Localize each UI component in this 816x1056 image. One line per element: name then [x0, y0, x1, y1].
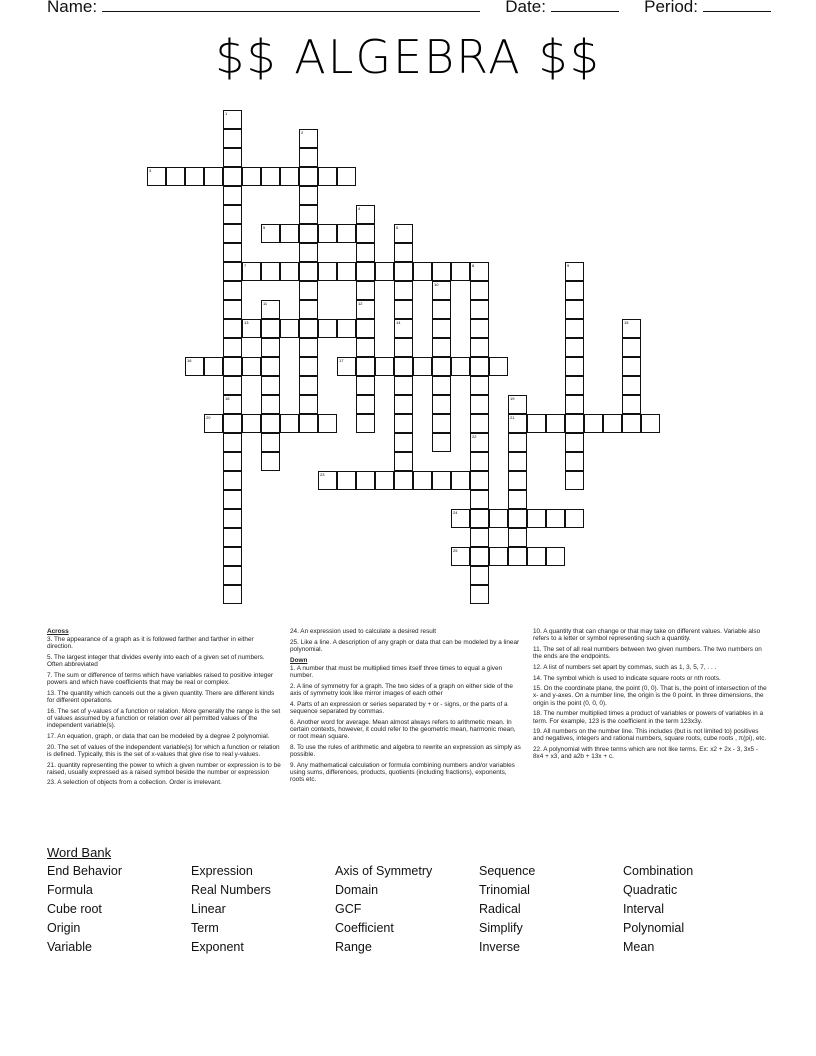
crossword-cell[interactable]	[470, 433, 489, 452]
down-heading: Down	[290, 656, 308, 664]
clue-down-11: 11. The set of all real numbers between two given numbers. The two numbers on the ends are the endpoints.	[533, 645, 762, 661]
clue-across-7: 7. The sum or difference of terms which have variables raised to positive integer powers and which have coefficients that may be real or complex.	[47, 672, 274, 687]
crossword-cell[interactable]	[299, 205, 318, 224]
word-bank-item: Real Numbers	[191, 883, 271, 897]
clue-across-25: 25. Like a line. A description of any graph or data that can be modeled by a linear polynomial.	[290, 638, 520, 653]
crossword-cell[interactable]	[223, 319, 242, 338]
crossword-cell[interactable]	[299, 414, 318, 433]
clue-number: 23	[320, 472, 325, 477]
crossword-cell[interactable]	[565, 357, 584, 376]
crossword-cell[interactable]	[432, 300, 451, 319]
crossword-cell[interactable]	[147, 167, 166, 186]
crossword-cell[interactable]	[527, 547, 546, 566]
crossword-cell[interactable]	[432, 376, 451, 395]
crossword-cell[interactable]	[432, 357, 451, 376]
crossword-cell[interactable]	[451, 357, 470, 376]
crossword-cell[interactable]	[565, 471, 584, 490]
crossword-cell[interactable]	[166, 167, 185, 186]
crossword-cell[interactable]	[356, 281, 375, 300]
crossword-cell[interactable]	[204, 414, 223, 433]
crossword-cell[interactable]	[261, 395, 280, 414]
clues-column-1	[47, 628, 281, 790]
word-bank-item: Term	[191, 921, 219, 935]
word-bank-item: Variable	[47, 940, 92, 954]
crossword-cell[interactable]	[185, 357, 204, 376]
crossword-cell[interactable]	[508, 528, 527, 547]
crossword-cell[interactable]	[432, 281, 451, 300]
clue-across-5: 5. The largest integer that divides evenly into each of a given set of numbers. Often abbreviated	[47, 654, 265, 669]
clue-down-10: 10. A quantity that can change or that may take on different values. Variable also refers to a letter or symbol representing such a quantity.	[533, 628, 761, 643]
crossword-cell[interactable]	[242, 262, 261, 281]
crossword-cell[interactable]	[394, 281, 413, 300]
crossword-cell[interactable]	[546, 414, 565, 433]
crossword-cell[interactable]	[470, 376, 489, 395]
clue-across-21: 21. quantity representing the power to which a given number or expression is to be raised, usually expressed as a raised symbol beside the number or expression	[47, 761, 281, 776]
clue-down-15: 15. On the coordinate plane, the point (0, 0). That is, the point of intersection of the x- and y-axes. On a number line, the origin is the 0 point. In three dimensions, the origin is the point (0, 0, 0).	[533, 685, 767, 707]
crossword-cell[interactable]	[394, 433, 413, 452]
crossword-cell[interactable]	[375, 262, 394, 281]
crossword-cell[interactable]	[299, 281, 318, 300]
crossword-cell[interactable]	[223, 300, 242, 319]
crossword-cell[interactable]	[223, 414, 242, 433]
crossword-cell[interactable]	[356, 300, 375, 319]
crossword-cell[interactable]	[356, 205, 375, 224]
crossword-cell[interactable]	[318, 471, 337, 490]
clue-number: 9	[567, 263, 570, 268]
crossword-cell[interactable]	[508, 490, 527, 509]
clue-down-18: 18. The number multiplied times a product of variables or powers of variables in a term. For example, 123 is the coefficient in the term 123x3y.	[533, 710, 764, 725]
word-bank-item: Quadratic	[623, 883, 678, 897]
crossword-cell[interactable]	[394, 262, 413, 281]
crossword-cell[interactable]	[489, 357, 508, 376]
crossword-cell[interactable]	[223, 167, 242, 186]
crossword-cell[interactable]	[508, 509, 527, 528]
crossword-cell[interactable]	[223, 547, 242, 566]
word-bank	[47, 864, 767, 957]
clue-number: 15	[624, 320, 629, 325]
crossword-cell[interactable]	[261, 376, 280, 395]
clue-across-24: 24. An expression used to calculate a desired result	[290, 628, 437, 635]
crossword-cell[interactable]	[280, 319, 299, 338]
crossword-cell[interactable]	[470, 490, 489, 509]
crossword-cell[interactable]	[337, 319, 356, 338]
clue-number: 25	[453, 548, 458, 553]
clue-number: 7	[244, 263, 247, 268]
clue-down-4: 4. Parts of an expression or series separated by + or - signs, or the parts of a sequence separated by commas.	[290, 700, 508, 715]
crossword-cell[interactable]	[261, 167, 280, 186]
crossword-cell[interactable]	[565, 338, 584, 357]
word-bank-item: Axis of Symmetry	[335, 864, 433, 878]
crossword-cell[interactable]	[299, 338, 318, 357]
crossword-cell[interactable]	[394, 471, 413, 490]
crossword-cell[interactable]	[622, 338, 641, 357]
crossword-cell[interactable]	[223, 585, 242, 604]
clue-number: 3	[149, 168, 152, 173]
crossword-cell[interactable]	[451, 262, 470, 281]
crossword-cell[interactable]	[470, 566, 489, 585]
crossword-cell[interactable]	[223, 129, 242, 148]
crossword-cell[interactable]	[185, 167, 204, 186]
clue-number: 11	[263, 301, 268, 306]
clue-across-17: 17. An equation, graph, or data that can be modeled by a degree 2 polynomial.	[47, 732, 270, 740]
crossword-cell[interactable]	[223, 452, 242, 471]
crossword-cell[interactable]	[508, 547, 527, 566]
crossword-cell[interactable]	[451, 509, 470, 528]
clue-number: 22	[472, 434, 477, 439]
crossword-cell[interactable]	[223, 528, 242, 547]
clue-across-13: 13. The quantity which cancels out the a given quantity. There are different kinds for different operations.	[47, 689, 275, 705]
crossword-cell[interactable]	[337, 262, 356, 281]
crossword-cell[interactable]	[356, 395, 375, 414]
word-bank-item: Inverse	[479, 940, 520, 954]
crossword-cell[interactable]	[394, 452, 413, 471]
crossword-cell[interactable]	[223, 357, 242, 376]
crossword-cell[interactable]	[622, 395, 641, 414]
crossword-cell[interactable]	[223, 433, 242, 452]
crossword-cell[interactable]	[280, 167, 299, 186]
clue-number: 19	[510, 396, 515, 401]
word-bank-item: Cube root	[47, 902, 102, 916]
crossword-cell[interactable]	[223, 205, 242, 224]
crossword-cell[interactable]	[299, 262, 318, 281]
crossword-cell[interactable]	[356, 376, 375, 395]
crossword-cell[interactable]	[394, 395, 413, 414]
crossword-cell[interactable]	[299, 300, 318, 319]
crossword-cell[interactable]	[546, 547, 565, 566]
word-bank-item: Range	[335, 940, 372, 954]
word-bank-item: Linear	[191, 902, 226, 916]
crossword-cell[interactable]	[432, 262, 451, 281]
crossword-cell[interactable]	[432, 433, 451, 452]
word-bank-item: Polynomial	[623, 921, 685, 935]
crossword-cell[interactable]	[432, 414, 451, 433]
crossword-cell[interactable]	[318, 262, 337, 281]
crossword-cell[interactable]	[223, 281, 242, 300]
crossword-cell[interactable]	[299, 129, 318, 148]
crossword-cell[interactable]	[394, 319, 413, 338]
crossword-cell[interactable]	[565, 300, 584, 319]
clue-number: 6	[396, 225, 399, 230]
crossword-cell[interactable]	[337, 471, 356, 490]
clue-down-8: 8. To use the rules of arithmetic and algebra to rewrite an expression as simply as possible.	[290, 743, 521, 758]
crossword-cell[interactable]	[451, 547, 470, 566]
word-bank-item: Coefficient	[335, 921, 394, 935]
crossword-cell[interactable]	[280, 414, 299, 433]
crossword-cell[interactable]	[223, 148, 242, 167]
crossword-cell[interactable]	[318, 224, 337, 243]
crossword-cell[interactable]	[394, 224, 413, 243]
crossword-cell[interactable]	[299, 357, 318, 376]
crossword-cell[interactable]	[204, 357, 223, 376]
crossword-cell[interactable]	[280, 262, 299, 281]
word-bank-item: Exponent	[191, 940, 244, 954]
crossword-cell[interactable]	[584, 414, 603, 433]
crossword-cell[interactable]	[356, 471, 375, 490]
crossword-cell[interactable]	[356, 414, 375, 433]
crossword-cell[interactable]	[261, 300, 280, 319]
clue-number: 13	[244, 320, 249, 325]
crossword-cell[interactable]	[375, 357, 394, 376]
crossword-cell[interactable]	[261, 433, 280, 452]
crossword-cell[interactable]	[242, 319, 261, 338]
crossword-cell[interactable]	[356, 319, 375, 338]
crossword-cell[interactable]	[451, 471, 470, 490]
crossword-cell[interactable]	[622, 414, 641, 433]
crossword-cell[interactable]	[337, 167, 356, 186]
clue-across-20: 20. The set of values of the independent variable(s) for which a function or relation is defined. Typically, this is the set of x-values that give rise to real y-values.	[47, 743, 280, 758]
clue-down-22: 22. A polynomial with three terms which are not like terms. Ex: x2 + 2x - 3, 3x5 - 8x4 + x3, and a2b + 13x + c.	[533, 746, 759, 761]
crossword-cell[interactable]	[470, 528, 489, 547]
crossword-cell[interactable]	[280, 224, 299, 243]
clue-number: 14	[396, 320, 401, 325]
crossword-cell[interactable]	[261, 452, 280, 471]
crossword-cell[interactable]	[223, 338, 242, 357]
crossword-cell[interactable]	[261, 319, 280, 338]
crossword-cell[interactable]	[508, 471, 527, 490]
clue-number: 5	[263, 225, 266, 230]
clue-number: 10	[434, 282, 439, 287]
crossword-cell[interactable]	[470, 547, 489, 566]
word-bank-item: Combination	[623, 864, 694, 878]
clue-number: 18	[225, 396, 230, 401]
crossword-cell[interactable]	[603, 414, 622, 433]
crossword-cell[interactable]	[470, 300, 489, 319]
crossword-cell[interactable]	[432, 471, 451, 490]
crossword-cell[interactable]	[394, 338, 413, 357]
word-bank-item: Expression	[191, 864, 253, 878]
clue-down-14: 14. The symbol which is used to indicate square roots or nth roots.	[533, 674, 721, 682]
crossword-cell[interactable]	[223, 186, 242, 205]
crossword-cell[interactable]	[204, 167, 223, 186]
crossword-cell[interactable]	[565, 262, 584, 281]
crossword-cell[interactable]	[565, 281, 584, 300]
crossword-cell[interactable]	[223, 509, 242, 528]
crossword-cell[interactable]	[394, 243, 413, 262]
word-bank-item: Trinomial	[479, 883, 530, 897]
crossword-cell[interactable]	[356, 224, 375, 243]
crossword-cell[interactable]	[223, 566, 242, 585]
crossword-cell[interactable]	[470, 395, 489, 414]
crossword-cell[interactable]	[508, 395, 527, 414]
crossword-cell[interactable]	[223, 110, 242, 129]
crossword-cell[interactable]	[489, 547, 508, 566]
crossword-cell[interactable]	[470, 281, 489, 300]
clue-down-2: 2. A line of symmetry for a graph. The two sides of a graph on either side of the axis of symmetry look like mirror images of each other	[290, 682, 513, 697]
crossword-cell[interactable]	[299, 376, 318, 395]
clue-number: 4	[358, 206, 361, 211]
clue-number: 24	[453, 510, 458, 515]
crossword-cell[interactable]	[223, 490, 242, 509]
crossword-cell[interactable]	[527, 509, 546, 528]
word-bank-item: Domain	[335, 883, 379, 897]
word-bank-title: Word Bank	[47, 845, 112, 860]
date-label: Date:	[505, 0, 546, 16]
crossword-cell[interactable]	[432, 319, 451, 338]
crossword-cell[interactable]	[223, 262, 242, 281]
crossword-cell[interactable]	[489, 509, 508, 528]
crossword-cell[interactable]	[299, 319, 318, 338]
page-title: $$ ALGEBRA $$	[215, 30, 601, 84]
clue-down-1: 1. A number that must be multiplied times itself three times to equal a given number.	[290, 664, 503, 680]
word-bank-item: Radical	[479, 902, 521, 916]
across-heading: Across	[47, 628, 69, 635]
crossword-cell[interactable]	[299, 186, 318, 205]
crossword-cell[interactable]	[508, 452, 527, 471]
clue-down-12: 12. A list of numbers set apart by commas, such as 1, 3, 5, 7, . . .	[533, 663, 717, 671]
crossword-cell[interactable]	[318, 414, 337, 433]
crossword-cell[interactable]	[432, 395, 451, 414]
crossword-cell[interactable]	[470, 471, 489, 490]
crossword-cell[interactable]	[413, 357, 432, 376]
crossword-cell[interactable]	[470, 319, 489, 338]
crossword-cell[interactable]	[261, 414, 280, 433]
crossword-cell[interactable]	[470, 262, 489, 281]
clue-number: 16	[187, 358, 192, 363]
crossword-cell[interactable]	[394, 376, 413, 395]
clue-number: 12	[358, 301, 363, 306]
crossword-cell[interactable]	[565, 319, 584, 338]
crossword-cell[interactable]	[470, 357, 489, 376]
crossword-cell[interactable]	[546, 509, 565, 528]
crossword-cell[interactable]	[337, 224, 356, 243]
crossword-cell[interactable]	[299, 167, 318, 186]
period-label: Period:	[644, 0, 698, 16]
clue-across-23: 23. A selection of objects from a collection. Order is irrelevant.	[47, 779, 222, 787]
crossword-cell[interactable]	[622, 376, 641, 395]
crossword-cell[interactable]	[470, 509, 489, 528]
crossword-cell[interactable]	[299, 224, 318, 243]
crossword-cell[interactable]	[470, 452, 489, 471]
crossword-cell[interactable]	[470, 414, 489, 433]
crossword-cell[interactable]	[470, 338, 489, 357]
clue-number: 17	[339, 358, 344, 363]
crossword-cell[interactable]	[641, 414, 660, 433]
crossword-cell[interactable]	[242, 357, 261, 376]
word-bank-item: Interval	[623, 902, 664, 916]
clues-column-3	[533, 628, 769, 764]
crossword-cell[interactable]	[565, 414, 584, 433]
clue-down-6: 6. Another word for average. Mean almost always refers to arithmetic mean. In certain contexts, however, it could refer to the geometric mean, harmonic mean, or root mean square.	[290, 718, 516, 740]
crossword-cell[interactable]	[356, 338, 375, 357]
clue-number: 8	[472, 263, 475, 268]
crossword-cell[interactable]	[394, 300, 413, 319]
crossword-cell[interactable]	[622, 319, 641, 338]
crossword-cell[interactable]	[508, 414, 527, 433]
crossword-cell[interactable]	[375, 471, 394, 490]
crossword-cell[interactable]	[565, 433, 584, 452]
crossword-cell[interactable]	[565, 395, 584, 414]
crossword-cell[interactable]	[223, 243, 242, 262]
crossword-cell[interactable]	[565, 376, 584, 395]
crossword-cell[interactable]	[527, 414, 546, 433]
word-bank-item: Simplify	[479, 921, 523, 935]
crossword-cell[interactable]	[318, 167, 337, 186]
crossword-cell[interactable]	[299, 148, 318, 167]
crossword-cell[interactable]	[622, 357, 641, 376]
crossword-cell[interactable]	[261, 262, 280, 281]
clue-down-9: 9. Any mathematical calculation or formula combining numbers and/or variables using sums, differences, products, quotients (including fractions), exponents, roots etc.	[290, 761, 515, 783]
clue-number: 2	[301, 130, 304, 135]
crossword-cell[interactable]	[242, 167, 261, 186]
clue-number: 21	[510, 415, 515, 420]
crossword-cell[interactable]	[565, 509, 584, 528]
crossword-cell[interactable]	[413, 262, 432, 281]
crossword-cell[interactable]	[223, 471, 242, 490]
clues-column-2	[290, 628, 522, 787]
crossword-cell[interactable]	[223, 395, 242, 414]
crossword-cell[interactable]	[413, 471, 432, 490]
word-bank-item: Origin	[47, 921, 81, 935]
crossword-cell[interactable]	[356, 243, 375, 262]
crossword-cell[interactable]	[356, 262, 375, 281]
crossword-cell[interactable]	[242, 414, 261, 433]
crossword-cell[interactable]	[356, 357, 375, 376]
crossword-cell[interactable]	[261, 224, 280, 243]
crossword-cell[interactable]	[432, 338, 451, 357]
clue-number: 1	[225, 111, 228, 116]
clue-across-3: 3. The appearance of a graph as it is followed farther and farther in either direction.	[47, 636, 254, 651]
crossword-cell[interactable]	[470, 585, 489, 604]
crossword-cell[interactable]	[223, 224, 242, 243]
crossword-cell[interactable]	[223, 376, 242, 395]
clue-across-16: 16. The set of y-values of a function or relation. More generally the range is the set of values assumed by a function or relation over all permitted values of the independent variable(s).	[47, 707, 281, 730]
word-bank-item: GCF	[335, 902, 362, 916]
word-bank-item: Formula	[47, 883, 93, 897]
crossword-cell[interactable]	[318, 319, 337, 338]
word-bank-item: Sequence	[479, 864, 536, 878]
crossword-cell[interactable]	[299, 243, 318, 262]
crossword-cell[interactable]	[337, 357, 356, 376]
clue-down-19: 19. All numbers on the number line. This includes (but is not limited to) positives and negatives, integers and rational numbers, square roots, cube roots , π(pi), etc.	[533, 728, 767, 743]
clue-number: 20	[206, 415, 211, 420]
crossword-cell[interactable]	[394, 357, 413, 376]
crossword-cell[interactable]	[261, 338, 280, 357]
word-bank-item: End Behavior	[47, 864, 123, 878]
word-bank-item: Mean	[623, 940, 655, 954]
crossword-cell[interactable]	[299, 395, 318, 414]
crossword-cell[interactable]	[565, 452, 584, 471]
crossword-cell[interactable]	[508, 433, 527, 452]
crossword-cell[interactable]	[394, 414, 413, 433]
crossword-cell[interactable]	[261, 357, 280, 376]
name-label: Name:	[47, 0, 98, 16]
